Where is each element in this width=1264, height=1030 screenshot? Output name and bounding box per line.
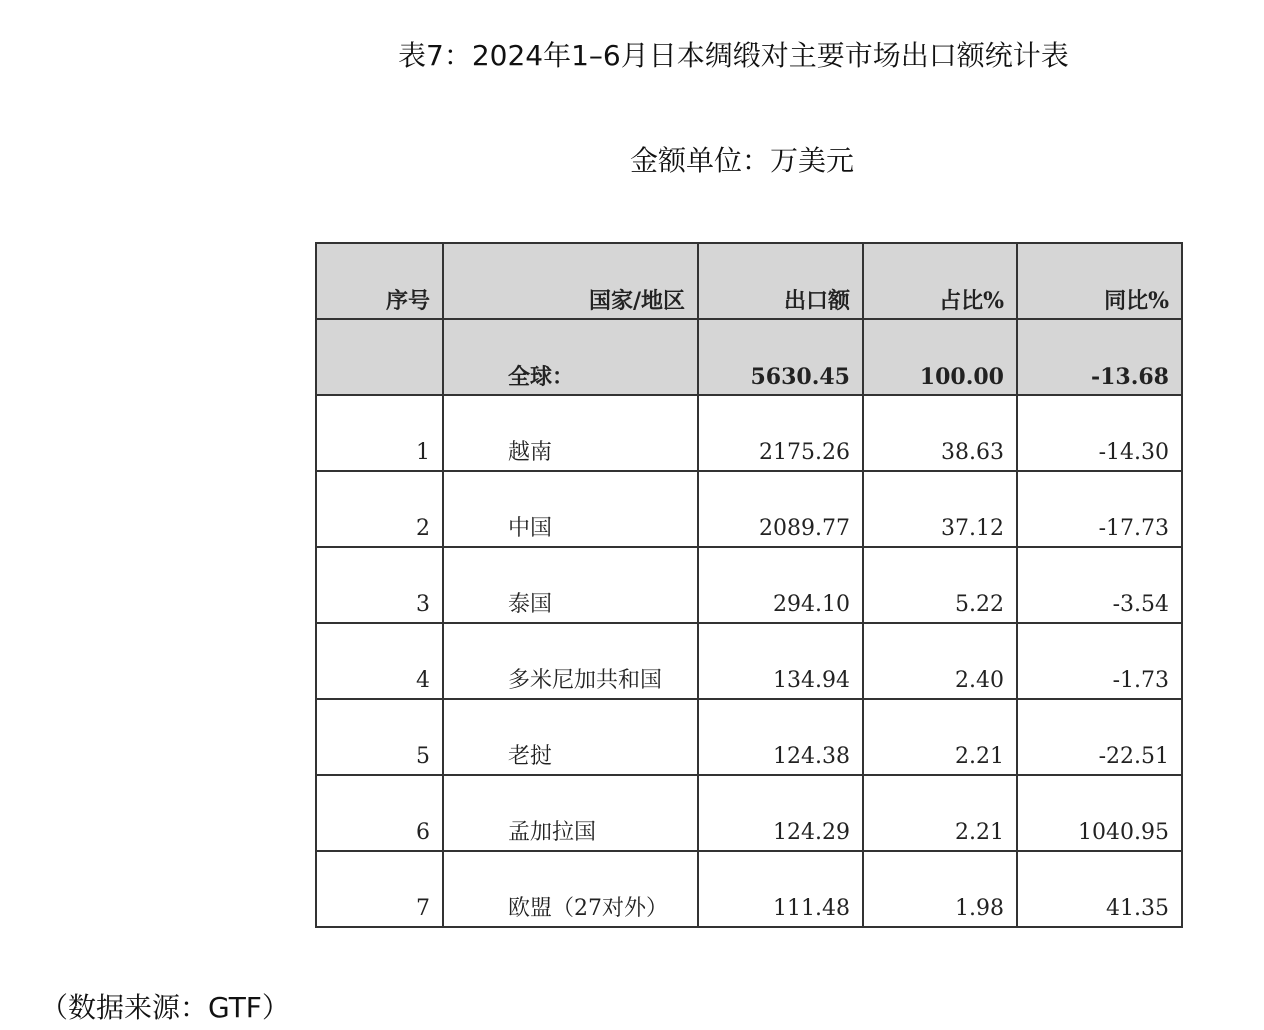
row-index: 7	[316, 851, 443, 927]
row-amount: 2089.77	[698, 471, 863, 547]
total-share: 100.00	[863, 319, 1017, 395]
row-region: 老挝	[443, 699, 698, 775]
row-region: 中国	[443, 471, 698, 547]
table-row	[316, 547, 1182, 623]
row-share: 2.21	[863, 775, 1017, 851]
row-yoy: 1040.95	[1017, 775, 1182, 851]
row-index: 3	[316, 547, 443, 623]
row-index: 5	[316, 699, 443, 775]
table-row	[316, 775, 1182, 851]
header-yoy: 同比%	[1017, 243, 1182, 319]
row-index: 1	[316, 395, 443, 471]
table-row	[316, 851, 1182, 927]
export-statistics-table	[315, 242, 1183, 928]
table-title: 表7：2024年1–6月日本绸缎对主要市场出口额统计表	[398, 39, 1069, 72]
row-share: 2.40	[863, 623, 1017, 699]
header-row	[316, 243, 1182, 319]
header-index: 序号	[316, 243, 443, 319]
amount-unit-label: 金额单位：万美元	[630, 144, 855, 177]
row-region: 多米尼加共和国	[443, 623, 698, 699]
row-amount: 124.38	[698, 699, 863, 775]
row-index: 4	[316, 623, 443, 699]
total-index	[316, 319, 443, 395]
total-amount: 5630.45	[698, 319, 863, 395]
row-yoy: -17.73	[1017, 471, 1182, 547]
table-row	[316, 471, 1182, 547]
table-row	[316, 395, 1182, 471]
row-amount: 294.10	[698, 547, 863, 623]
row-yoy: 41.35	[1017, 851, 1182, 927]
row-index: 2	[316, 471, 443, 547]
row-index: 6	[316, 775, 443, 851]
row-region: 孟加拉国	[443, 775, 698, 851]
row-share: 2.21	[863, 699, 1017, 775]
header-region: 国家/地区	[443, 243, 698, 319]
row-region: 泰国	[443, 547, 698, 623]
table-row	[316, 623, 1182, 699]
row-yoy: -14.30	[1017, 395, 1182, 471]
row-region: 越南	[443, 395, 698, 471]
row-share: 1.98	[863, 851, 1017, 927]
data-source-note: （数据来源：GTF）	[40, 991, 290, 1024]
row-share: 38.63	[863, 395, 1017, 471]
row-region: 欧盟（27对外）	[443, 851, 698, 927]
row-yoy: -22.51	[1017, 699, 1182, 775]
row-amount: 134.94	[698, 623, 863, 699]
total-region: 全球：	[443, 319, 698, 395]
table-row	[316, 699, 1182, 775]
total-yoy: -13.68	[1017, 319, 1182, 395]
row-amount: 124.29	[698, 775, 863, 851]
total-row	[316, 319, 1182, 395]
row-share: 5.22	[863, 547, 1017, 623]
row-yoy: -3.54	[1017, 547, 1182, 623]
row-share: 37.12	[863, 471, 1017, 547]
row-amount: 2175.26	[698, 395, 863, 471]
row-yoy: -1.73	[1017, 623, 1182, 699]
row-amount: 111.48	[698, 851, 863, 927]
header-export-amount: 出口额	[698, 243, 863, 319]
header-share: 占比%	[863, 243, 1017, 319]
